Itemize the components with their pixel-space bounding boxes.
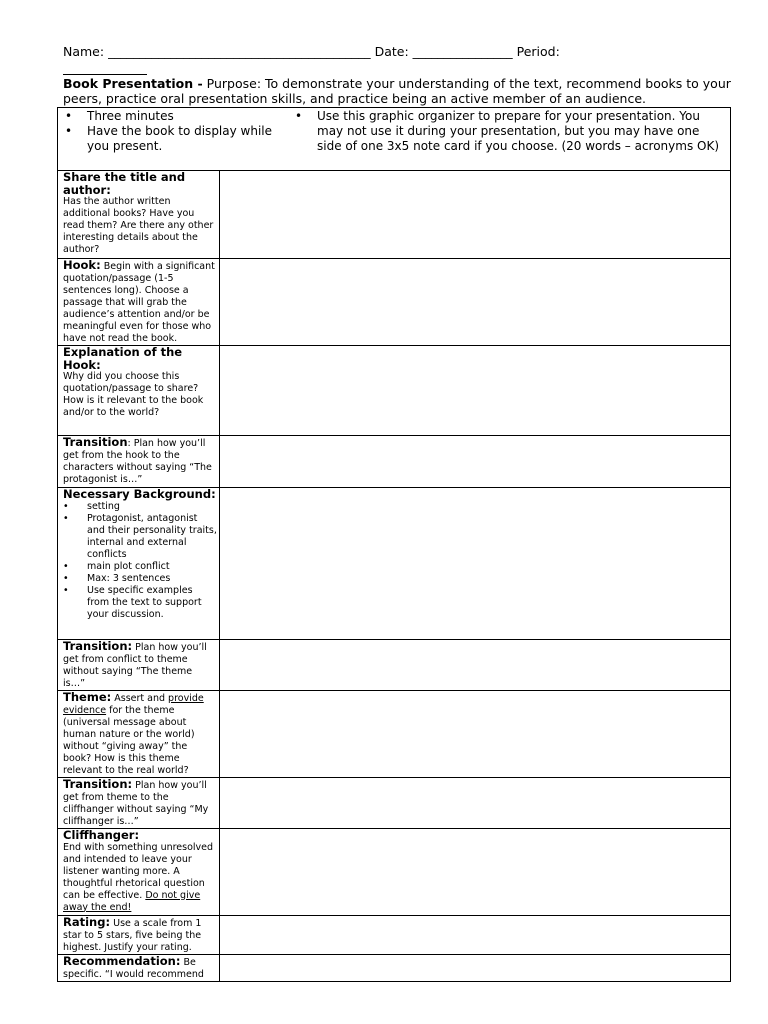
date-blank[interactable]: ________________	[412, 44, 513, 59]
answer-cell[interactable]	[220, 778, 731, 829]
row-title: Recommendation:	[63, 954, 181, 968]
row-transition-3	[58, 778, 731, 829]
answer-cell[interactable]	[220, 171, 731, 259]
row-cliffhanger: Cliffhanger: End with something unresolved and intended to leave your listener wanting more. A thoughtful rhetorical question can be effective. Do not give away the end!	[58, 829, 731, 916]
intro-paragraph	[63, 76, 743, 106]
name-date-period-line	[63, 44, 743, 60]
row-title: Share the title and author:	[63, 170, 186, 197]
row-text: Has the author written additional books? Have you read them? Are there any other interesting details about the author?	[63, 196, 214, 255]
bullet-icon: •	[63, 584, 69, 596]
row-title: Explanation of the Hook:	[63, 345, 183, 372]
row-text: Why did you choose this quotation/passage to share? How is it relevant to the book and/or to the world?	[63, 371, 204, 418]
bullet-icon: •	[63, 500, 69, 512]
period-blank[interactable]	[63, 62, 147, 75]
row-text: Plan how you’ll get from conflict to theme without saying “The theme is…”	[63, 642, 207, 689]
row-explanation-hook	[58, 346, 731, 436]
list-item: • Use specific examples from the text to support your discussion.	[63, 584, 202, 620]
row-transition-2	[58, 640, 731, 691]
bullet-icon: •	[65, 109, 73, 123]
answer-cell[interactable]	[220, 955, 731, 982]
row-text: : Plan how you’ll get from the hook to the characters without saying “The protagonist is…”	[63, 438, 212, 485]
list-item: • Protagonist, antagonist and their personality traits, internal and external conflicts	[63, 512, 217, 560]
row-title: Cliffhanger:	[63, 828, 140, 842]
bullet-icon: •	[63, 560, 69, 572]
row-text: Begin with a significant quotation/passage (1-5 sentences long). Choose a passage that will grab the audience’s attention and/or be meaningful even for those who have not read the book.	[63, 261, 215, 344]
row-title: Transition:	[63, 777, 133, 791]
bullet-icon: •	[63, 512, 69, 524]
intro-title: Book Presentation -	[63, 76, 203, 91]
row-rating	[58, 916, 731, 955]
date-label: Date:	[374, 44, 409, 59]
answer-cell[interactable]	[220, 691, 731, 778]
answer-cell[interactable]	[220, 436, 731, 488]
bullet-icon: •	[63, 572, 69, 584]
row-text: Plan how you’ll get from theme to the cliffhanger without saying “My cliffhanger is…”	[63, 780, 209, 827]
answer-cell[interactable]	[220, 829, 731, 916]
row-title: Hook:	[63, 258, 101, 272]
name-blank[interactable]: __________________________________________	[108, 44, 371, 59]
row-text: Be specific. “I would recommend	[63, 957, 204, 980]
requirements-right	[289, 108, 730, 154]
row-text: Use a scale from 1 star to 5 stars, five being the highest. Justify your rating.	[63, 918, 202, 953]
answer-cell[interactable]	[220, 346, 731, 436]
row-title: Transition:	[63, 639, 133, 653]
list-item: • main plot conflict	[63, 560, 170, 572]
requirement-item: • Three minutes	[65, 109, 174, 123]
row-background	[58, 488, 731, 640]
underlined-text: provide evidence	[63, 693, 204, 716]
row-title: Theme:	[63, 690, 112, 704]
row-hook	[58, 259, 731, 346]
row-title: Transition	[63, 435, 128, 449]
bullet-icon: •	[295, 109, 303, 123]
intro-purpose: Purpose: To demonstrate your understanding of the text, recommend books to your peers, practice oral presentation skills, and practice being an active member of an audience.	[63, 76, 731, 106]
name-label: Name:	[63, 44, 105, 59]
requirement-item: • Have the book to display while you present.	[65, 124, 273, 153]
row-title-author	[58, 171, 731, 259]
answer-cell[interactable]	[220, 640, 731, 691]
requirements-left	[58, 108, 289, 154]
list-item: • setting	[63, 500, 120, 512]
row-title: Rating:	[63, 915, 111, 929]
period-label: Period:	[516, 44, 560, 59]
bullet-icon: •	[65, 124, 73, 138]
row-title: Necessary Background:	[63, 487, 216, 501]
row-recommendation	[58, 955, 731, 982]
list-item: • Max: 3 sentences	[63, 572, 171, 584]
answer-cell[interactable]	[220, 916, 731, 955]
row-theme: Theme: Assert and provide evidence for the theme (universal message about human nature or the world) without “giving away” the book? How is this theme relevant to the real world?	[58, 691, 731, 778]
background-list	[63, 501, 217, 621]
answer-cell[interactable]	[220, 488, 731, 640]
row-transition-1	[58, 436, 731, 488]
graphic-organizer-table	[57, 107, 731, 982]
requirement-item: • Use this graphic organizer to prepare for your presentation. You may not use it during your presentation, but you may have one side of one 3x5 note card if you choose. (20 words – acronyms OK)	[295, 109, 720, 153]
requirements-row	[58, 108, 731, 171]
answer-cell[interactable]	[220, 259, 731, 346]
underlined-text: Do not give away the end!	[63, 889, 201, 913]
